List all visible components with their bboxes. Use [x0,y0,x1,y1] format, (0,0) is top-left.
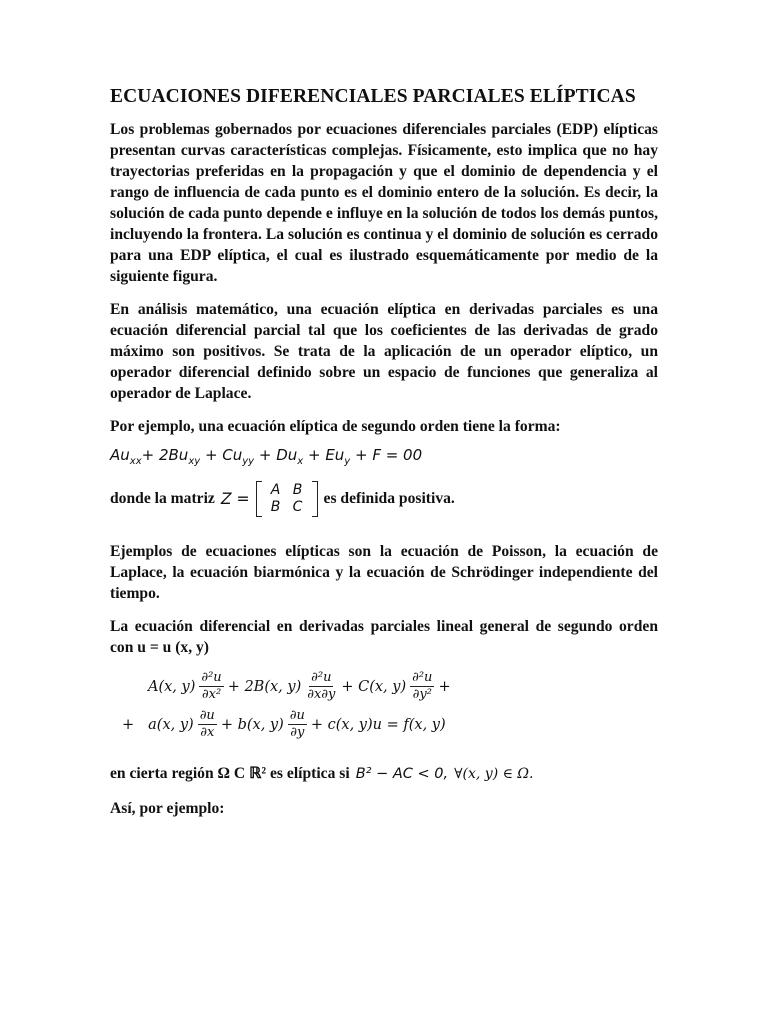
matrix-z: A B B C [256,481,318,517]
paragraph-intro: Los problemas gobernados por ecuaciones diferenciales parciales (EDP) elípticas presentan curvas características complejas. Físicamente, esto implica que no hay trayectorias preferidas en la propagación y que el dominio de dependencia y el rango de influencia de cada punto es el dominio entero de la solución. Es decir, la solución de cada punto depende e influye en la solución de todos los demás puntos, incluyendo la frontera. La solución es continua y el dominio de solución es cerrado para una EDP elíptica, el cual es ilustrado esquemáticamente por medio de la siguiente figura. [110,121,658,285]
paragraph-general: La ecuación diferencial en derivadas parciales lineal general de segundo orden con u = u (x, y) [110,618,658,656]
paragraph-example-intro: Por ejemplo, una ecuación elíptica de segundo orden tiene la forma: [110,418,561,435]
matrix-statement: donde la matriz Z = A B B C es definida positiva. [110,482,455,515]
paragraph-examples: Ejemplos de ecuaciones elípticas son la ecuación de Poisson, la ecuación de Laplace, la ecuación biarmónica y la ecuación de Schrödinger independiente del tiempo. [110,543,658,602]
paragraph-closing: Así, por ejemplo: [110,800,225,817]
equation-row-2: + a(x, y) $\frac{\partial u}{\partial x}$ + b(x, y) $\frac{\partial u}{\partial y}$ + c(x, y)u = f(x, y) [122,708,446,740]
equation-row-1: A(x, y) $\frac{\text{∂²u}}{\text{∂x²}}$ + 2B(x, y) $\frac{\text{∂²u}}{\partial x\partial y}$ + C(x, y) $\frac{\text{∂²u}}{\text{∂y²}}$ + [148,670,451,702]
ellipticity-condition: en cierta región Ω C ℝ² es elíptica si B² − AC < 0, ∀(x, y) ∈ Ω. [110,765,534,782]
equation-second-order: $Au_{xx}+ 2Bu_{xy} + Cu_{yy} + Du_x + Eu_y + F = 00$ [110,446,423,467]
equation-general-linear [110,668,658,746]
paragraph-definition: En análisis matemático, una ecuación elíptica en derivadas parciales es una ecuación diferencial parcial tal que los coeficientes de las derivadas de grado máximo son positivos. Se trata de la aplicación de un operador elíptico, un operador diferencial definido sobre un espacio de funciones que generaliza al operador de Laplace. [110,301,658,402]
page-title: ECUACIONES DIFERENCIALES PARCIALES ELÍPTICAS [110,86,636,107]
